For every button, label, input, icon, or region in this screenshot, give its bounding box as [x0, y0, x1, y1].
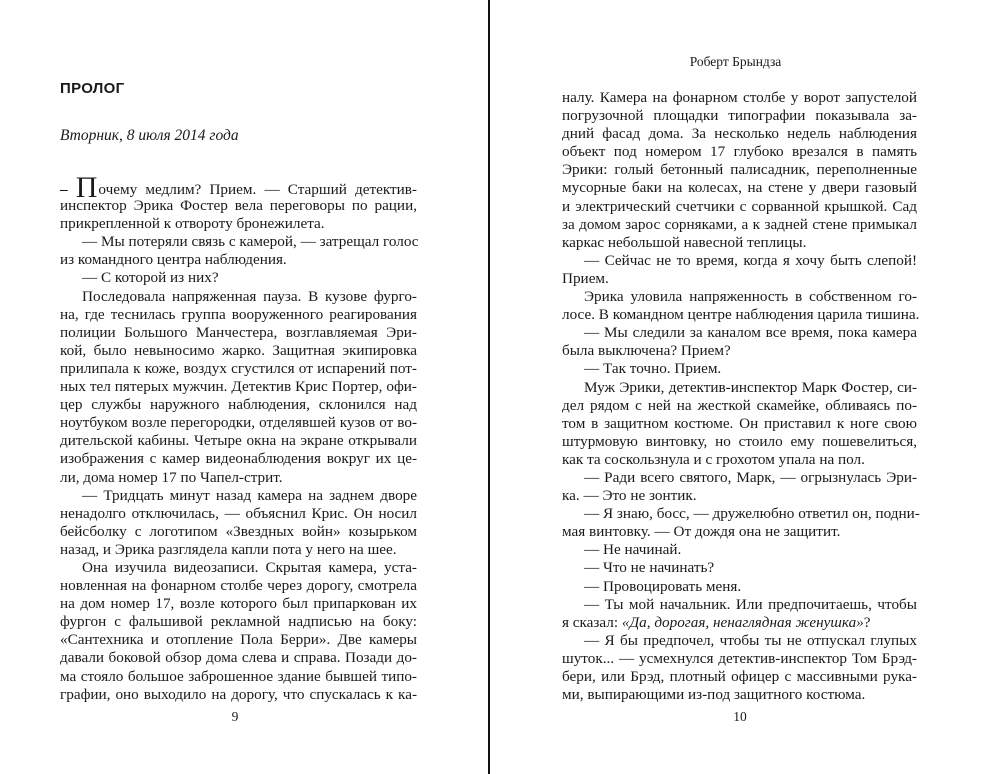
text-line	[60, 342, 417, 360]
text-line	[60, 233, 417, 251]
text-line	[60, 487, 417, 505]
text-line	[60, 649, 417, 667]
text-line	[562, 324, 917, 342]
text-line	[60, 432, 417, 450]
text-line	[562, 161, 917, 179]
text-line	[562, 216, 917, 234]
line-text: из командного центра наблюдения.	[60, 251, 287, 269]
line-text: ных тел пятерых мужчин. Детектив Крис Портер, офи-	[60, 378, 417, 396]
text-line	[60, 288, 417, 306]
text-line	[60, 251, 417, 269]
line-text: налу. Камера на фонарном столбе у ворот запустелой	[562, 89, 917, 106]
text-line	[60, 269, 417, 287]
line-text: на, где теснилась группа вооруженного реагирования	[60, 305, 417, 323]
line-text: бейсболку с логотипом «Звездных войн» козырьком	[60, 522, 417, 540]
line-text: — Что не начинать?	[584, 559, 715, 577]
line-text: как та соскользнула и с грохотом упала на пол.	[562, 450, 865, 468]
text-line	[60, 577, 417, 595]
text-line	[562, 107, 917, 125]
chapter-title: ПРОЛОГ	[60, 80, 125, 97]
text-line	[562, 469, 917, 487]
line-text: — Я знаю, босс, — дружелюбно ответил он, подни-	[584, 505, 920, 523]
text-line	[562, 650, 917, 668]
line-text: назад, и Эрика разглядела капли пота у него на шее.	[60, 540, 397, 558]
text-line	[60, 324, 417, 342]
line-text: том в защитном костюме. Он приставил к ноге свою	[562, 414, 917, 432]
text-line	[60, 613, 417, 631]
line-text: шуток... — усмехнулся детектив-инспектор Том Брэд-	[562, 649, 917, 667]
running-head-author: Роберт Брындза	[689, 54, 782, 69]
italic-quote: «Да, дорогая, ненаглядная женушка»	[621, 613, 864, 631]
line-text: Эрики: голый бетонный палисадник, переполненные	[562, 161, 917, 179]
left-page	[0, 0, 488, 774]
opening-dash: –	[60, 181, 68, 198]
text-line	[562, 686, 917, 704]
right-page	[490, 0, 981, 774]
line-text: ми, выпирающими из-под защитного костюма.	[562, 686, 866, 704]
line-text: — Ты мой начальник. Или предпочитаешь, чтобы	[584, 595, 917, 613]
text-line	[60, 595, 417, 613]
line-text: на дом номер 17, возле которого был припаркован их	[60, 595, 417, 613]
text-line	[562, 234, 917, 252]
text-line	[562, 578, 917, 596]
line-text: дний фасад дома. За несколько недель наблюдения	[562, 125, 917, 143]
text-line	[60, 668, 417, 686]
right-body-text	[562, 89, 920, 704]
line-text: — Сейчас не то время, когда я хочу быть слепой!	[584, 251, 917, 269]
line-text: цер службы наружного наблюдения, склонился над	[60, 396, 417, 414]
first-line-rest: очему медлим? Прием. — Старший детектив-	[98, 181, 417, 198]
line-text: — Мы потеряли связь с камерой, — затрещал голос	[82, 233, 419, 251]
text-line	[562, 541, 917, 559]
text-line	[562, 596, 917, 614]
line-text: «Сантехника и отопление Пола Берри». Две камеры	[60, 631, 417, 649]
line-text: каркас небольшой навесной теплицы.	[562, 233, 807, 251]
text-line	[562, 415, 917, 433]
text-line	[562, 505, 920, 523]
text-line	[562, 433, 917, 451]
page-number-left: 9	[231, 709, 239, 724]
line-text: лосе. В командном центре наблюдения царила тишина.	[562, 306, 920, 324]
text-line	[562, 360, 917, 378]
line-text: Последовала напряженная пауза. В кузове фурго-	[82, 287, 417, 305]
line-text: новленная на фонарном столбе через дорогу, смотрела	[60, 577, 417, 595]
text-line	[562, 523, 917, 541]
line-text: Она изучила видеозаписи. Скрытая камера, уста-	[82, 558, 417, 576]
text-line	[60, 523, 417, 541]
line-text: мая винтовку. — От дождя она не защитит.	[562, 523, 841, 541]
line-text: ноутбуком возле перегородки, отделявшей кузов от во-	[60, 414, 417, 432]
text-line	[60, 378, 417, 396]
text-line	[60, 686, 417, 704]
text-line	[562, 614, 917, 632]
text-line	[562, 668, 917, 686]
dateline: Вторник, 8 июля 2014 года	[60, 127, 239, 144]
line-text: графии, оно выходило на дорогу, что спускалась к ка-	[60, 685, 417, 703]
text-line	[60, 450, 417, 468]
line-text: прикрепленной к отвороту бронежилета.	[60, 215, 325, 233]
drop-cap: П	[75, 171, 98, 204]
left-body-text	[60, 171, 419, 704]
line-text: — Тридцать минут назад камера на заднем дворе	[82, 486, 417, 504]
line-text: за домом зарос сорняками, а к задней стене примыкал	[562, 215, 917, 233]
text-line	[562, 288, 917, 306]
line-text: — Провоцировать меня.	[584, 577, 742, 595]
text-line	[60, 559, 417, 577]
text-line	[562, 632, 917, 650]
text-line	[562, 487, 917, 505]
line-text: давали боковой обзор дома слева и справа. Позади до-	[60, 649, 417, 667]
page-number-right: 10	[733, 709, 747, 724]
line-text: — Мы следили за каналом все время, пока камера	[584, 324, 917, 342]
text-line	[60, 505, 417, 523]
text-line	[60, 197, 417, 215]
line-text: бери, или Брэд, плотный офицер с массивными рука-	[562, 668, 917, 685]
line-text: Прием.	[562, 269, 609, 287]
text-line	[60, 541, 417, 559]
line-text: дительской кабины. Четыре окна на экране открывали	[60, 432, 417, 450]
text-line	[562, 198, 917, 216]
line-text: — С которой из них?	[82, 269, 219, 287]
line-text: ма стояло большое заброшенное здание бывшей типо-	[60, 667, 417, 685]
line-text: я сказал:	[562, 613, 622, 631]
line-text: ненадолго отключилась, — объяснил Крис. Он носил	[60, 504, 417, 522]
line-text: — Я бы предпочел, чтобы ты не отпускал глупых	[584, 631, 917, 649]
text-line	[60, 414, 417, 432]
line-text: прилипала к коже, воздух сгустился от испарений пот-	[60, 359, 417, 377]
text-line	[60, 306, 417, 324]
line-text: — Не начинай.	[584, 541, 682, 559]
text-line	[60, 360, 417, 378]
line-text: инспектор Эрика Фостер вела переговоры по рации,	[60, 197, 417, 215]
line-text: штурмовую винтовку, но стоило ему пошевелиться,	[562, 432, 917, 450]
line-text: объект под номером 17 глубоко врезался в память	[562, 143, 917, 161]
line-text: погрузочной площадки типографии показывала за-	[562, 107, 917, 125]
text-line	[60, 396, 417, 414]
line-text: дел рядом с ней на жесткой скамейке, обливаясь по-	[562, 396, 917, 414]
line-text: — Так точно. Прием.	[584, 360, 722, 378]
line-text: ли, дома номер 17 по Чапел-стрит.	[60, 468, 283, 486]
text-line	[562, 143, 917, 161]
text-line	[562, 179, 917, 197]
line-text: мусорные баки на колесах, на стене у двери газовый	[562, 179, 917, 197]
line-text: Муж Эрики, детектив-инспектор Марк Фостер, си-	[584, 378, 917, 396]
text-line	[562, 270, 917, 288]
first-line	[60, 171, 417, 204]
line-text: — Ради всего святого, Марк, — огрызнулась Эри-	[584, 468, 917, 486]
line-text: изображения с камер видеонаблюдения вокруг их це-	[60, 450, 417, 468]
line-text: кой, было невыносимо жарко. Защитная экипировка	[60, 341, 417, 359]
text-line	[60, 469, 417, 487]
line-text: полиции Большого Манчестера, возглавляемая Эри-	[60, 323, 417, 341]
text-line	[562, 379, 917, 397]
text-line	[562, 89, 917, 107]
line-text: ка. — Это не зонтик.	[562, 487, 697, 505]
text-line	[562, 559, 917, 577]
line-text: фургон с фальшивой рекламной надписью на боку:	[60, 613, 417, 631]
text-line	[562, 252, 917, 270]
line-text: была выключена? Прием?	[562, 342, 731, 360]
text-line	[562, 397, 917, 415]
text-line	[60, 631, 417, 649]
text-line	[60, 215, 417, 233]
line-text-after: ?	[863, 613, 871, 631]
text-line	[562, 306, 920, 324]
line-text: и электрический счетчики с сорванной крышкой. Сад	[562, 197, 917, 215]
text-line	[562, 451, 917, 469]
line-text: Эрика уловила напряженность в собственном го-	[584, 288, 917, 306]
text-line	[562, 342, 917, 360]
text-line	[562, 125, 917, 143]
